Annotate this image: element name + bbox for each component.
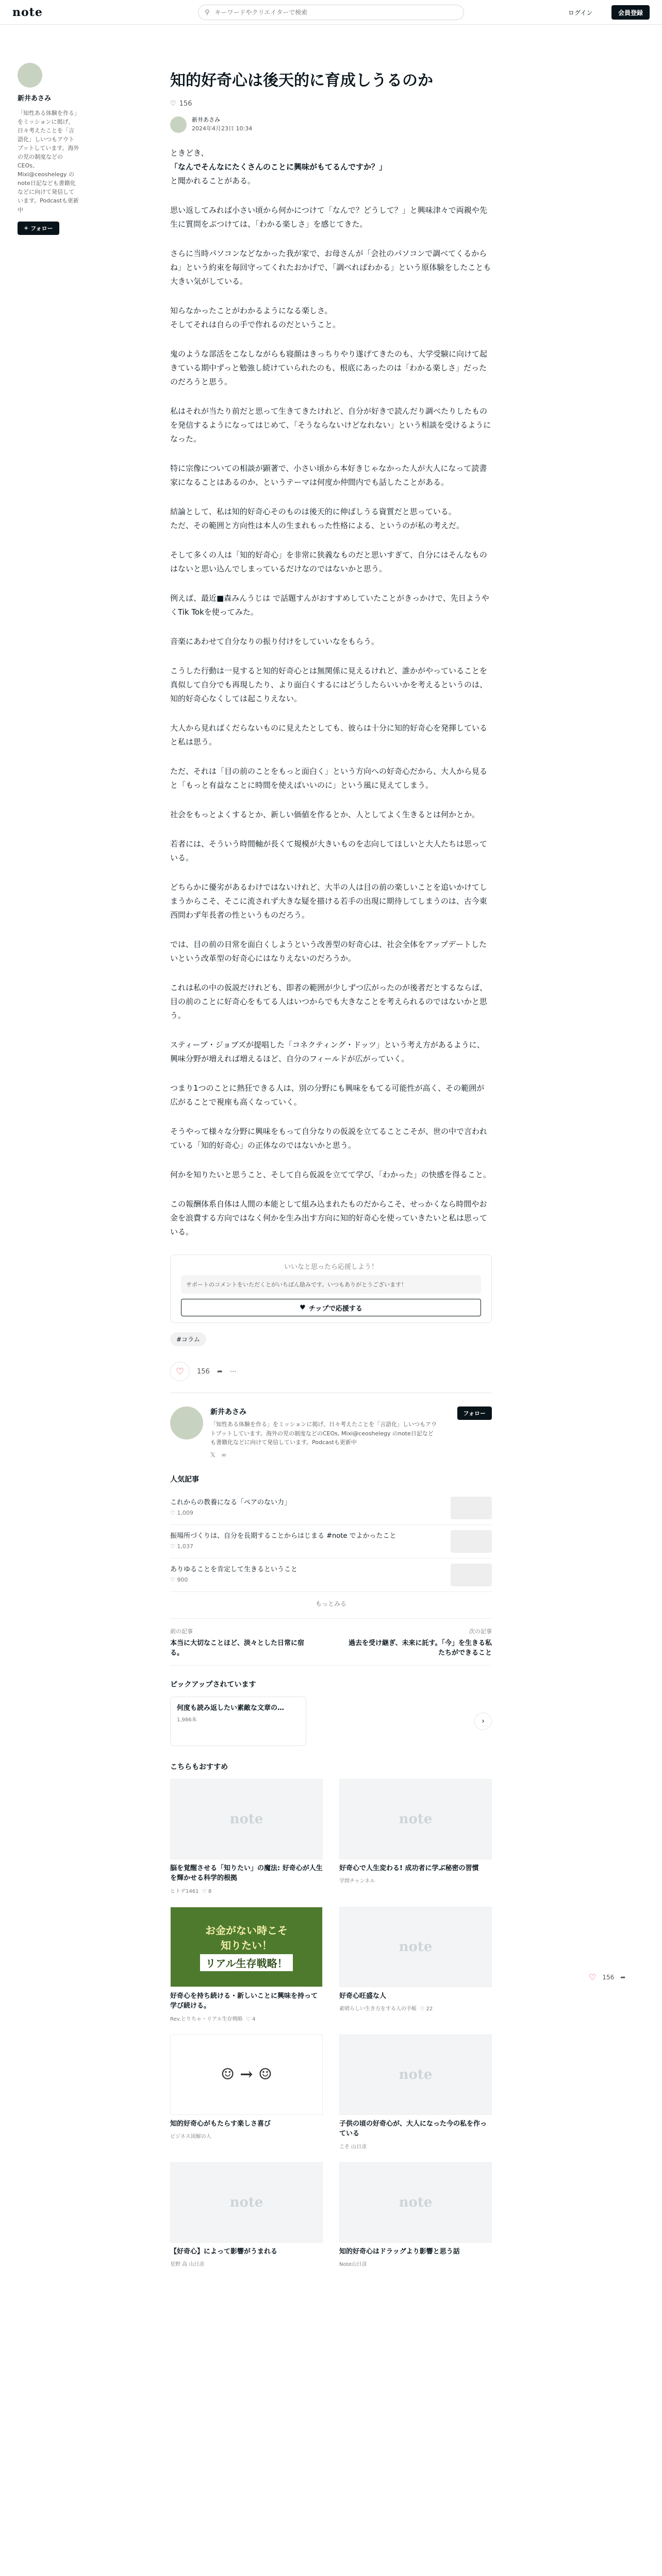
article-card[interactable] (170, 1907, 323, 2022)
hashtag[interactable]: #コラム (170, 1332, 206, 1346)
paragraph: これは私の中の仮説だけれども、即者の範囲が少しずつ広がったのが後者だとするならば、目の前のことに好奇心をもてる人はいつからでも大きなことを考えられるのではないかと思う。 (170, 983, 488, 1020)
paragraph: 何かを知りたいと思うこと、そして自ら仮説を立てて学び、「わかった」の快感を得ること。 (170, 1170, 491, 1179)
author-row (170, 116, 492, 133)
next-label: 次の記事 (469, 1628, 492, 1635)
share-icon[interactable]: ➦ (217, 1367, 223, 1376)
thumbnail: note (170, 2162, 323, 2243)
like-count: 22 (426, 2006, 433, 2012)
thumbnail: ☺ → ☺ (170, 2035, 323, 2115)
card-author: Note山日彦 (339, 2262, 367, 2268)
like-button[interactable] (170, 1362, 190, 1381)
list-item[interactable] (170, 1525, 492, 1558)
paragraph: どちらかに優劣があるわけではないけれど、大半の人は目の前の楽しいことを追いかけてしまうからこそ、そこに流されず大きな疑を描ける若手の出現に期待してしまうのは、古今東西問わず年長者の性というものだろう。 (170, 883, 488, 920)
paragraph: ただ、それは「目の前のことをもっと面白く」という方向への好奇心だから、大人から見ると「もっと有益なことに時間を使えばいいのに」という風に見えてしまう。 (170, 767, 488, 790)
article-title: 知的好奇心は後天的に育成しうるのか (170, 72, 433, 90)
avatar[interactable] (170, 116, 187, 133)
heart-icon[interactable]: ♡ (170, 100, 176, 108)
paragraph: 鬼のような部活をこなしながらも寝顔はきっちりやり遂げてきたのも、大学受験に向けて起きている期中ずっと勉強し続けていられたのも、根底にあったのは「わかる楽しさ」だったのだろうと思う。 (170, 349, 488, 386)
share-icon[interactable]: ➦ (620, 1973, 626, 1981)
article-card[interactable] (339, 2162, 492, 2268)
like-count: 8 (208, 1888, 212, 1894)
item-title: これからの教養になる「ペアのない力」 (170, 1498, 291, 1506)
heart-icon: ♡ (245, 2016, 251, 2022)
like-count: 900 (177, 1576, 188, 1583)
note-logo[interactable]: note (12, 5, 43, 19)
paragraph: 特に宗像についての相談が顕著で、小さい頃から本好きじゃなかった人が大人になって読書家になることはあるのか、というテーマは何度か仲間内でも話したことがある。 (170, 464, 487, 487)
like-count: 156 (179, 100, 192, 108)
author-name[interactable]: 新井あさみ (210, 1408, 246, 1416)
search-icon: ⚲ (205, 8, 210, 16)
heart-icon[interactable]: ♡ (589, 1972, 597, 1982)
prev-next-nav (170, 1618, 492, 1666)
list-item[interactable] (170, 1492, 492, 1525)
thumbnail: note (339, 1907, 492, 1987)
paragraph: 音楽にあわせて自分なりの振り付けをしていいなをもらう。 (170, 637, 379, 646)
paragraph: 例えば、最近■森みんうじは で話題すんがおすすめしていたことがきっかけで、先日ようやくTik Tokを使ってみた。 (170, 594, 489, 617)
card-title: 知的好奇心はドラッグより影響と思う話 (339, 2247, 460, 2256)
floating-actions (589, 1972, 625, 1982)
global-header (0, 0, 662, 25)
follow-button[interactable]: フォロー (457, 1406, 492, 1420)
article-card[interactable] (170, 1779, 323, 1894)
article-body (170, 146, 492, 1239)
item-title: ありゆることを肯定して生きるということ (170, 1565, 298, 1573)
paragraph: この報酬体系自体は人間の本能として組み込まれたものだからこそ、せっかくなら時間やお金を浪費する方向ではなく何かを生み出す方向に知的好奇心を使っていきたいと私は思っている。 (170, 1199, 488, 1236)
prev-article-link[interactable]: 前の記事 本当に大切なことほど、淡々とした日常に宿る。 (170, 1627, 315, 1657)
paragraph: こうした行動は一見すると知的好奇心とは無関係に見えるけれど、誰かがやっていることを真似して自分でも再現したり、より面白くするにはどうしたらいいかを考えるというのは、知的好奇心なくしては起こりえない。 (170, 666, 488, 703)
search-box[interactable] (198, 5, 464, 20)
author-name[interactable]: 新井あさみ (192, 116, 220, 123)
magazine-card[interactable]: 何度も読み返したい素敵な文章の… 1,986本 (170, 1697, 306, 1746)
chip-label: チップで応援する (308, 1304, 362, 1313)
like-count: 156 (197, 1367, 210, 1376)
paragraph: そうやって様々な分野に興味をもって自分なりの仮説を立てることこそが、世の中で言われている「知的好奇心」の正体なのではないかと思う。 (170, 1127, 488, 1150)
card-author: ヒトデ1461 (170, 1888, 199, 1894)
paragraph: そして多くの人は「知的好奇心」を非常に狭義なものだと思いすぎて、自分にはそんなものはないと思い込んでしまっているだけなのではないかと思う。 (170, 550, 487, 573)
thumbnail: note (339, 2162, 492, 2243)
paragraph: 社会をもっとよくするとか、新しい価値を作るとか、人としてよく生きるとは何かとか。 (170, 810, 480, 819)
card-author: ビジネス図解の人 (170, 2134, 211, 2140)
next-article-link[interactable]: 次の記事 過去を受け継ぎ、未来に託す。「今」を生きる私たちができること (347, 1627, 492, 1657)
x-icon[interactable]: 𝕏 (210, 1451, 216, 1459)
prev-label: 前の記事 (170, 1628, 193, 1635)
thumbnail (451, 1564, 492, 1586)
paragraph: スティーブ・ジョブズが提唱した「コネクティング・ドッツ」という考え方があるように、興味分野が増えれば増えるほど、自分のフィールドが広がっていく。 (170, 1040, 485, 1063)
heart-icon: ♡ (170, 1543, 175, 1550)
thumbnail: お金がない時こそ 知りたい！ リアル生存戦略！ (170, 1907, 323, 1987)
card-author: Rev.とりちゃ・リアル生存戦略 (170, 2016, 243, 2022)
avatar[interactable] (170, 1406, 203, 1439)
heart-icon: ♡ (170, 1576, 175, 1583)
chip-icon: ♥ (300, 1303, 306, 1312)
like-count: 1,009 (177, 1509, 193, 1516)
like-count: 156 (602, 1973, 615, 1981)
thumbnail: note (339, 1779, 492, 1859)
author-sidebar (18, 58, 79, 235)
rss-icon[interactable]: ∞ (221, 1451, 227, 1459)
recommend-grid (170, 1779, 492, 2268)
avatar[interactable] (18, 63, 42, 88)
item-title: 振場所づくりは、自分を長期することからはじまる #note でよかったこと (170, 1532, 396, 1540)
paragraph: 知らなかったことがわかるようになる楽しさ。 そしてそれは自らの手で作れるのだということ。 (170, 306, 341, 329)
heart-icon: ♡ (202, 1888, 207, 1894)
heart-icon: ♡ (420, 2006, 425, 2012)
thumbnail (451, 1497, 492, 1519)
article-card[interactable] (339, 1907, 492, 2022)
card-title: 好奇心を持ち続ける・新しいことに興味を持って学び続ける。 (170, 1992, 318, 2010)
like-count: 1,037 (177, 1543, 193, 1550)
article-card[interactable] (170, 2035, 323, 2150)
thumbnail: note (170, 1779, 323, 1859)
recommend-heading: こちらもおすすめ (170, 1762, 228, 1771)
card-title: 好奇心旺盛な人 (339, 1992, 387, 2000)
publish-date: 2024年4月23日 10:34 (192, 125, 253, 132)
paragraph: 私はそれが当たり前だと思って生きてきたけれど、自分が好きで読んだり調べたりしたものを発信するようになってはじめて、「そうならないけどなれない」という相談を受けるようになった。 (170, 406, 491, 444)
popular-heading: 人気記事 (170, 1475, 199, 1484)
magazine-count: 1,986本 (177, 1717, 197, 1723)
heart-icon: ♡ (170, 1509, 175, 1516)
author-name[interactable]: 新井あさみ (18, 95, 52, 103)
article-card[interactable] (339, 2035, 492, 2150)
support-notice: サポートのコメントをいただくとがいちばん励みです。いつもありがとうございます！ (181, 1275, 481, 1294)
pickup-row (170, 1697, 492, 1746)
signup-button[interactable]: 会員登録 (611, 5, 650, 20)
chip-button[interactable] (181, 1299, 481, 1316)
paragraph: 若者には、そういう時間軸が長くて規模が大きいものを志向してほしいと大人たちは思っている。 (170, 839, 488, 862)
paragraph: 結論として、私は知的好奇心そのものは後天的に伸ばしうる資質だと思っている。 ただ、その範囲と方向性は本人の生まれもった性格による、というのが私の考えだ。 (170, 507, 465, 530)
follow-button[interactable] (18, 222, 59, 235)
plus-icon: + (24, 225, 29, 232)
support-heading: いいなと思ったら応援しよう！ (284, 1263, 378, 1271)
like-count: 4 (252, 2016, 256, 2022)
thumbnail: note (339, 2035, 492, 2115)
follow-label: フォロー (30, 225, 53, 232)
card-author: 素晴らしい生き方をする人の手帳 (339, 2006, 417, 2012)
paragraph: 大人から見ればくだらないものに見えたとしても、彼らは十分に知的好奇心を発揮していると私は思う。 (170, 723, 488, 747)
support-box (170, 1255, 492, 1323)
paragraph: ときどき、 「なんでそんなにたくさんのことに興味がもてるんですか？」 と聞かれることがある。 (170, 148, 387, 185)
paragraph: さらに当時パソコンなどなかった我が家で、お母さんが「会社のパソコンで調べてくるからね」という約束を毎回守ってくれたおかげで、「調べればわかる」という原体験をしたことも大きい気がしている。 (170, 249, 491, 286)
author-card (170, 1406, 492, 1459)
see-more-link[interactable]: もっとみる (315, 1600, 346, 1607)
card-title: 【好奇心】によって影響がうまれる (170, 2247, 278, 2256)
card-title: 子供の頃の好奇心が、大人になった今の私を作っている (339, 2120, 487, 2138)
paragraph: つまり1つのことに熱狂できる人は、別の分野にも興味をもてる可能性が高く、その範囲が広がることで視座も高くなっていく。 (170, 1083, 485, 1107)
popular-list (170, 1492, 492, 1592)
heart-icon: ♡ (175, 1366, 185, 1377)
login-button[interactable]: ログイン (568, 9, 593, 16)
card-title: 脳を覚醒させる「知りたい」の魔法: 好奇心が人生を輝かせる科学的根拠 (170, 1864, 323, 1883)
more-icon[interactable]: ⋯ (229, 1367, 237, 1376)
card-author: こそ 山日彦 (339, 2144, 367, 2150)
card-title: 知的好奇心がもたらす楽しさ喜び (170, 2120, 271, 2128)
like-summary (170, 100, 492, 108)
article-card[interactable] (339, 1779, 492, 1894)
paragraph: では、目の前の日常を面白くしようという改善型の好奇心は、社会全体をアップデートしたいという改革型の好奇心にはなりえないのだろうか。 (170, 940, 487, 963)
pickup-heading: ピックアップされています (170, 1680, 256, 1689)
article-card[interactable] (170, 2162, 323, 2268)
article (170, 70, 492, 2267)
action-row (170, 1362, 492, 1393)
card-title: 好奇心で人生変わる! 成功者に学ぶ秘密の習慣 (339, 1864, 479, 1872)
card-author: 星野 高 山日彦 (170, 2262, 205, 2268)
thumbnail (451, 1530, 492, 1553)
author-description: 「知性ある体験を作る」をミッションに掲げ、日々考えたことを「言語化」しいつもアウトプットしています。海外の児の制度などのCEOs, Mixi@ceoshelegy のnote日記なども書籍化などに向けて発信しています。Podcastも更新中 (210, 1421, 437, 1446)
search-input[interactable] (214, 8, 464, 16)
card-author: 学問チャンネル (339, 1878, 375, 1885)
author-bio: 「知性ある体験を作る」をミッションに掲げ、日々考えたことを「言語化」しいつもアウトプットしています。海外の児の制度などのCEOs、Mixi@ceoshelegy のnote日記なども書籍化などに向けて発信しています。Podcastも更新中 (18, 110, 79, 213)
chevron-right-icon[interactable]: › (474, 1713, 492, 1730)
list-item[interactable] (170, 1558, 492, 1592)
paragraph: 思い返してみれば小さい頃から何かにつけて「なんで？どうして？」と興味津々で両親や先生に質問をぶつけては、「わかる楽しさ」を感じてきた。 (170, 206, 487, 229)
